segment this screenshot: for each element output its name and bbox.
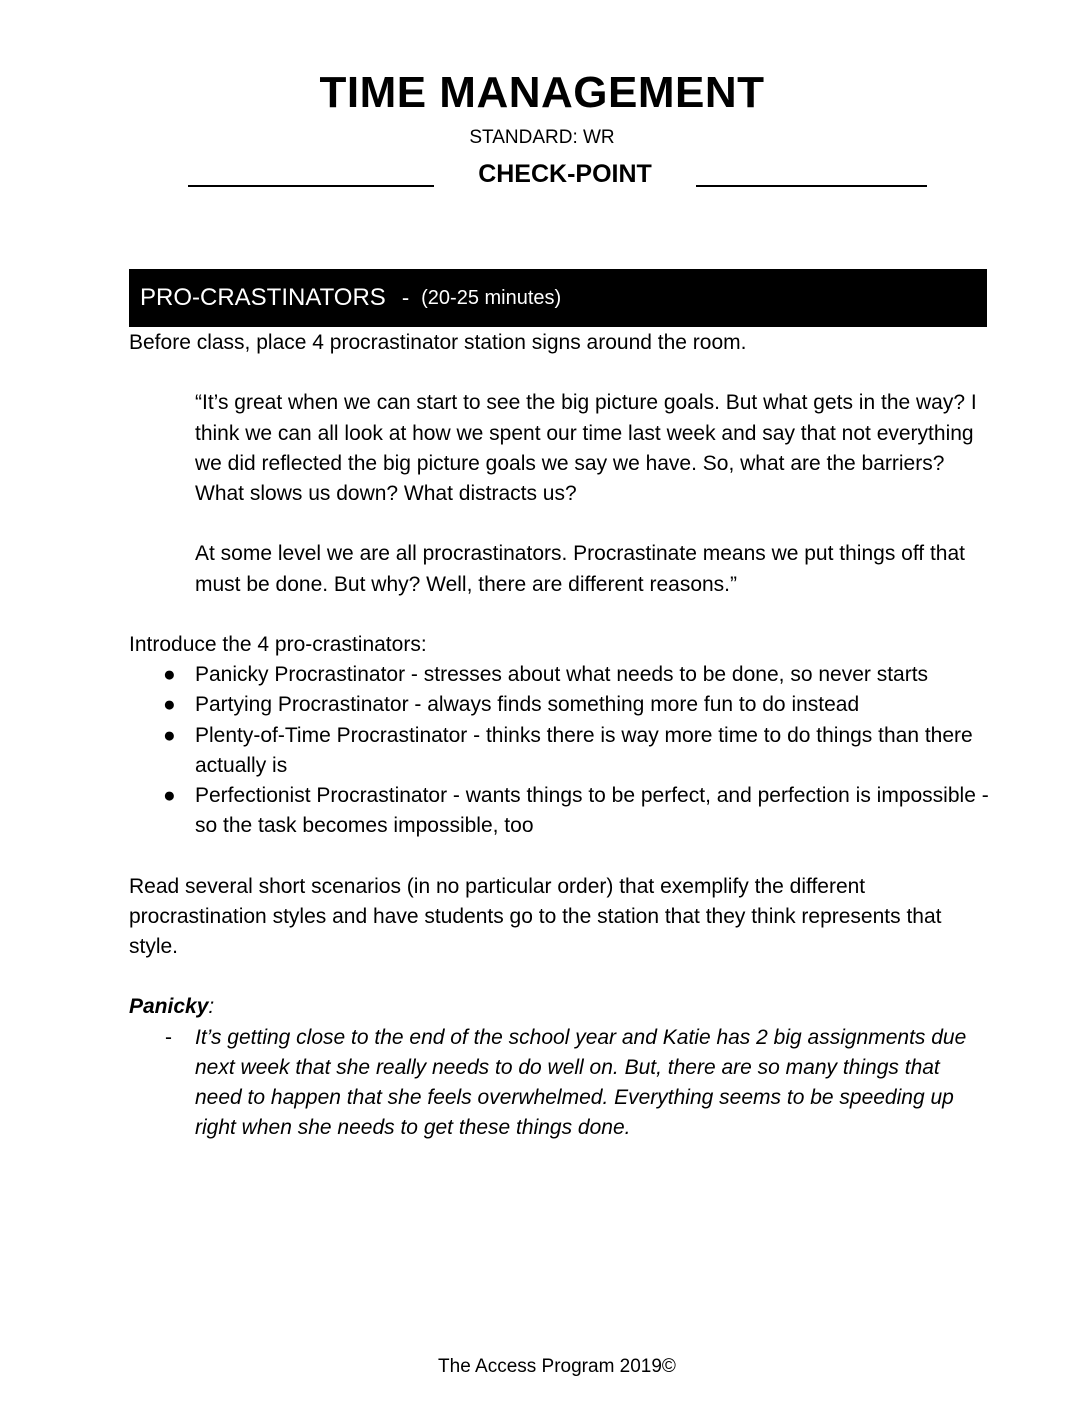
list-item-text: Plenty-of-Time Procrastinator - thinks there is way more time to do things than there actually is bbox=[195, 723, 973, 777]
quote-paragraph-1: “It’s great when we can start to see the big picture goals. But what gets in the way? I think we can all look at how we spent our time last week and say that not everything we did reflected the big picture goals we say we have. So, what are the barriers? What slows us down? What distracts us? bbox=[195, 391, 977, 505]
list-item bbox=[129, 660, 989, 690]
read-paragraph: Read several short scenarios (in no particular order) that exemplify the different procrastination styles and have students go to the station that they think represents that style. bbox=[129, 874, 942, 958]
scenario-list bbox=[129, 1023, 989, 1144]
footer-copyright: The Access Program 2019© bbox=[438, 1356, 676, 1377]
list-item-text: Panicky Procrastinator - stresses about what needs to be done, so never starts bbox=[195, 663, 929, 687]
list-item bbox=[129, 781, 989, 841]
checkpoint-label: CHECK-POINT bbox=[478, 160, 652, 188]
standard-label: STANDARD: WR bbox=[469, 127, 615, 148]
scenario-heading: Panicky bbox=[129, 995, 209, 1019]
dash-icon: - bbox=[165, 1025, 172, 1049]
quote-paragraph-2: At some level we are all procrastinators. Procrastinate means we put things off that must be done. But why? Well, there are different reasons.” bbox=[195, 542, 965, 596]
section-duration: (20-25 minutes) bbox=[421, 286, 562, 309]
bullet-icon: ● bbox=[163, 723, 176, 747]
list-item-text: Partying Procrastinator - always finds something more fun to do instead bbox=[195, 693, 860, 717]
intro-paragraph: Before class, place 4 procrastinator station signs around the room. bbox=[129, 331, 747, 354]
list-item-text: Perfectionist Procrastinator - wants things to be perfect, and perfection is impossible - so the task becomes impossible, too bbox=[195, 784, 989, 838]
procrastinator-list bbox=[129, 660, 989, 841]
checkpoint-row bbox=[0, 160, 1084, 194]
list-item bbox=[129, 1023, 989, 1144]
section-banner bbox=[129, 269, 987, 327]
list-item bbox=[129, 721, 989, 781]
date-blank-line bbox=[696, 185, 927, 187]
introduce-paragraph: Introduce the 4 pro-crastinators: bbox=[129, 632, 427, 656]
lesson-content bbox=[129, 328, 989, 1143]
bullet-icon: ● bbox=[163, 663, 176, 687]
section-title: PRO-CRASTINATORS bbox=[140, 284, 386, 311]
page-title: TIME MANAGEMENT bbox=[319, 68, 765, 117]
scenario-heading-line bbox=[129, 992, 989, 1022]
scenario-text: It’s getting close to the end of the school year and Katie has 2 big assignments due next week that she really needs to do well on. But, there are so many things that need to happen that she feels overwhelmed. Everything seems to be speeding up right when she needs to get these things done. bbox=[195, 1025, 967, 1140]
section-separator: - bbox=[401, 285, 410, 310]
bullet-icon: ● bbox=[163, 693, 176, 717]
scenario-heading-colon: : bbox=[208, 995, 215, 1019]
list-item bbox=[129, 690, 989, 720]
bullet-icon: ● bbox=[163, 784, 176, 807]
